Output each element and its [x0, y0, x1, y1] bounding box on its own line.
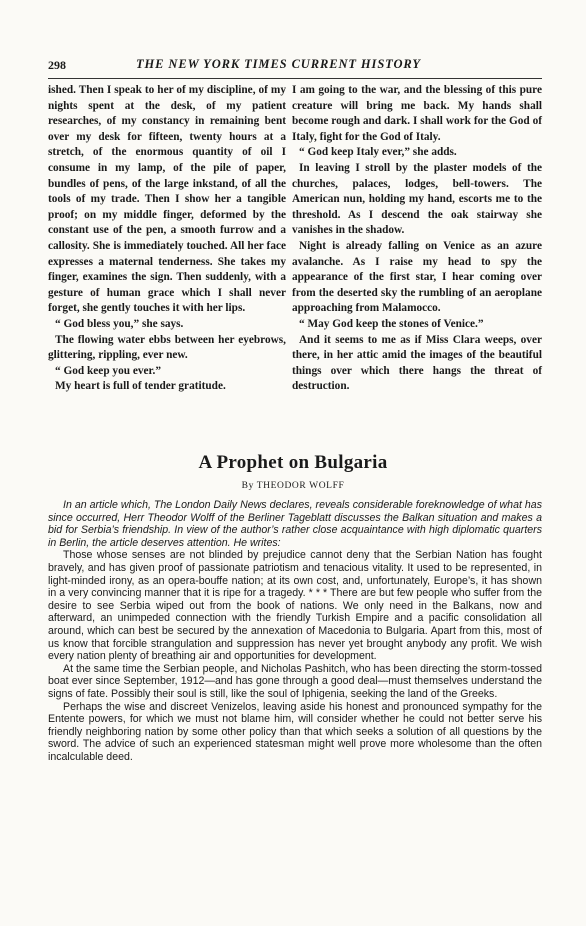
article-byline: By THEODOR WOLFF	[241, 481, 345, 491]
page-number: 298	[48, 58, 66, 72]
article-paragraph: Those whose senses are not blinded by prejudice cannot deny that the Serbian Nation has fought bravely, and has given proof of passionate patriotism and tenacious vitality. It used to be represented, in light-minded irony, as an opera-bouffe nation; at its own cost, and, unfortunately, Europe’s, it has shown in a very convincing manner that it is ripe for a tragedy. * * * There are but few people who suffer from the desire to see Serbia wiped out from the book of nations. We only need in the Balkans, now and afterward, an unimpeded connection with the friendly Turkish Empire and a pacific consolidation all around, which can best be secured by the annexation of Macedonia to Bulgaria. Apart from this, most of us know that forcible strangulation and suppression has never yet brought anybody any profit. We wish every nation plenty of breathing air and opportunities for development.	[48, 549, 542, 663]
right-paragraph: And it seems to me as if Miss Clara weeps, over there, in her attic amid the images of the beautiful things over which there hangs the threat of destruction.	[292, 333, 542, 393]
article-paragraph: Perhaps the wise and discreet Venizelos, leaving aside his honest and pronounced sympathy for the Entente powers, for which we must not blame him, will consider whether he could not better serve his friendly neighboring nation by some other policy than that which seeks a solution of all questions by the sword. The advice of such an experienced statesman might well prove more wholesome than the often incalculable deed.	[48, 700, 542, 763]
right-paragraph: “ May God keep the stones of Venice.”	[299, 317, 484, 330]
left-column	[48, 83, 286, 395]
left-paragraph: “ God keep you ever.”	[55, 364, 161, 377]
left-paragraph: “ God bless you,” she says.	[55, 317, 184, 330]
running-head-title: THE NEW YORK TIMES CURRENT HISTORY	[136, 57, 421, 71]
article-body	[48, 499, 542, 763]
right-paragraph: I am going to the war, and the blessing of this pure creature will bring me back. My hands shall become rough and dark. I shall work for the God of Italy, fight for the God of Italy.	[292, 84, 542, 143]
right-paragraph: Night is already falling on Venice as an azure avalanche. As I raise my head to spy the appearance of the first star, I hear coming over from the deserted sky the rumbling of an aeroplane approaching from Malamocco.	[292, 239, 542, 315]
left-paragraph: My heart is full of tender gratitude.	[55, 380, 226, 393]
article-paragraph: At the same time the Serbian people, and Nicholas Pashitch, who has been directing the storm-tossed boat ever since September, 1912—and has gone through a good deal—must themselves understand the signs of fate. Possibly their soul is still, like the soul of Iphigenia, seeking the land of the Greeks.	[48, 662, 542, 700]
running-header	[48, 58, 542, 79]
left-paragraph: The flowing water ebbs between her eyebrows, glittering, rippling, ever new.	[48, 333, 286, 362]
article-intro: In an article which, The London Daily News declares, reveals considerable foreknowledge of what has since occurred, Herr Theodor Wolff of the Berliner Tageblatt discusses the Balkan situation and makes a bid for Serbia’s friendship. In view of the author’s rather close acquaintance with high diplomatic quarters in Berlin, the article deserves attention. He writes:	[48, 499, 542, 549]
right-paragraph: “ God keep Italy ever,” she adds.	[299, 146, 457, 159]
right-paragraph: In leaving I stroll by the plaster models of the churches, palaces, lodges, bell-towers. The American nun, holding my hand, escorts me to the threshold. As I descend the oak stairway she vanishes in the shadow.	[292, 161, 542, 237]
right-column	[292, 83, 542, 395]
left-paragraph: ished. Then I speak to her of my discipline, of my nights spent at the desk, of my patient researches, of my constancy in remaining bent over my desk for fifteen, twenty hours at a stretch, of the enormous quantity of oil I consume in my lamp, of the pile of paper, bundles of pens, of the large inkstand, of all the tools of my trade. Then I show her a tangible proof; on my middle finger, deformed by the constant use of the pen, a smooth furrow and a callosity. She is immediately touched. All her face expresses a maternal tenderness. She takes my finger, examines the sign. Then suddenly, with a gesture of human grace which I shall never forget, she gently touches it with her lips.	[48, 84, 286, 315]
article-title: A Prophet on Bulgaria	[198, 452, 388, 473]
